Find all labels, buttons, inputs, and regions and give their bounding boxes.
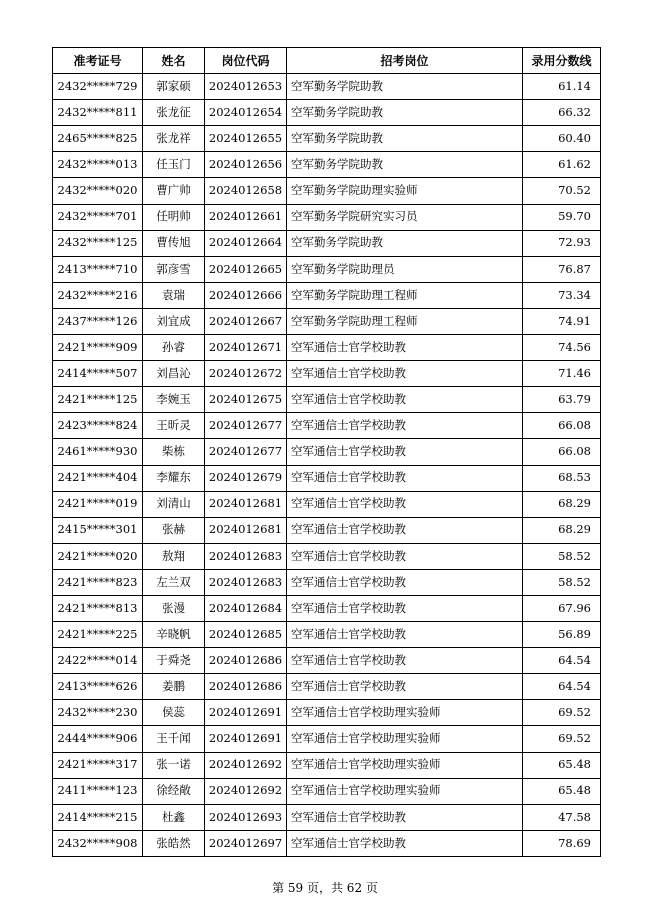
header-position: 招考岗位 bbox=[287, 48, 523, 74]
cell-exam-id: 2432*****230 bbox=[53, 700, 143, 726]
table-row bbox=[53, 100, 601, 126]
cell-score-line: 56.89 bbox=[523, 622, 601, 648]
cell-score-line: 73.34 bbox=[523, 282, 601, 308]
cell-position-code: 2024012671 bbox=[205, 335, 287, 361]
cell-score-line: 72.93 bbox=[523, 230, 601, 256]
cell-name: 李耀东 bbox=[143, 465, 205, 491]
table-row bbox=[53, 778, 601, 804]
cell-name: 张龙祥 bbox=[143, 126, 205, 152]
table-row bbox=[53, 74, 601, 100]
cell-position: 空军通信士官学校助教 bbox=[287, 648, 523, 674]
cell-score-line: 60.40 bbox=[523, 126, 601, 152]
cell-position: 空军勤务学院助理工程师 bbox=[287, 308, 523, 334]
cell-score-line: 68.53 bbox=[523, 465, 601, 491]
cell-name: 刘昌沁 bbox=[143, 361, 205, 387]
cell-exam-id: 2413*****626 bbox=[53, 674, 143, 700]
cell-score-line: 59.70 bbox=[523, 204, 601, 230]
page-footer: 第 59 页，共 62 页 bbox=[272, 881, 378, 895]
cell-name: 李婉玉 bbox=[143, 387, 205, 413]
cell-score-line: 58.52 bbox=[523, 569, 601, 595]
cell-score-line: 47.58 bbox=[523, 804, 601, 830]
cell-position-code: 2024012684 bbox=[205, 595, 287, 621]
cell-position-code: 2024012675 bbox=[205, 387, 287, 413]
table-row bbox=[53, 674, 601, 700]
cell-position-code: 2024012667 bbox=[205, 308, 287, 334]
table-row bbox=[53, 726, 601, 752]
cell-position-code: 2024012681 bbox=[205, 491, 287, 517]
table-row bbox=[53, 595, 601, 621]
cell-position-code: 2024012683 bbox=[205, 569, 287, 595]
cell-position: 空军通信士官学校助教 bbox=[287, 804, 523, 830]
table-row bbox=[53, 830, 601, 856]
cell-exam-id: 2444*****906 bbox=[53, 726, 143, 752]
cell-position: 空军通信士官学校助教 bbox=[287, 595, 523, 621]
cell-position-code: 2024012655 bbox=[205, 126, 287, 152]
cell-exam-id: 2421*****225 bbox=[53, 622, 143, 648]
cell-exam-id: 2432*****701 bbox=[53, 204, 143, 230]
cell-name: 姜鹏 bbox=[143, 674, 205, 700]
header-exam-id: 准考证号 bbox=[53, 48, 143, 74]
cell-position-code: 2024012672 bbox=[205, 361, 287, 387]
cell-position-code: 2024012686 bbox=[205, 674, 287, 700]
cell-name: 张皓然 bbox=[143, 830, 205, 856]
cell-score-line: 78.69 bbox=[523, 830, 601, 856]
cell-exam-id: 2432*****125 bbox=[53, 230, 143, 256]
cell-exam-id: 2421*****019 bbox=[53, 491, 143, 517]
cell-score-line: 58.52 bbox=[523, 543, 601, 569]
table-row bbox=[53, 256, 601, 282]
cell-name: 郭家硕 bbox=[143, 74, 205, 100]
cell-position: 空军通信士官学校助教 bbox=[287, 439, 523, 465]
cell-position: 空军勤务学院助理员 bbox=[287, 256, 523, 282]
cell-exam-id: 2432*****729 bbox=[53, 74, 143, 100]
cell-name: 左兰双 bbox=[143, 569, 205, 595]
table-row bbox=[53, 648, 601, 674]
cell-exam-id: 2414*****215 bbox=[53, 804, 143, 830]
table-row bbox=[53, 126, 601, 152]
cell-position-code: 2024012692 bbox=[205, 778, 287, 804]
cell-position-code: 2024012691 bbox=[205, 700, 287, 726]
cell-exam-id: 2421*****909 bbox=[53, 335, 143, 361]
cell-position-code: 2024012691 bbox=[205, 726, 287, 752]
table-row bbox=[53, 308, 601, 334]
cell-exam-id: 2432*****811 bbox=[53, 100, 143, 126]
table-row bbox=[53, 752, 601, 778]
cell-name: 王千闻 bbox=[143, 726, 205, 752]
table-row bbox=[53, 804, 601, 830]
cell-position: 空军通信士官学校助教 bbox=[287, 491, 523, 517]
cell-score-line: 61.62 bbox=[523, 152, 601, 178]
header-position-code: 岗位代码 bbox=[205, 48, 287, 74]
cell-position-code: 2024012692 bbox=[205, 752, 287, 778]
cell-name: 敖翔 bbox=[143, 543, 205, 569]
table-row bbox=[53, 439, 601, 465]
cell-name: 袁瑞 bbox=[143, 282, 205, 308]
cell-position: 空军勤务学院助教 bbox=[287, 152, 523, 178]
table-body bbox=[53, 74, 601, 857]
cell-position: 空军通信士官学校助教 bbox=[287, 413, 523, 439]
cell-score-line: 69.52 bbox=[523, 726, 601, 752]
cell-score-line: 76.87 bbox=[523, 256, 601, 282]
cell-name: 辛晓帆 bbox=[143, 622, 205, 648]
cell-score-line: 65.48 bbox=[523, 778, 601, 804]
cell-name: 刘宜成 bbox=[143, 308, 205, 334]
cell-position-code: 2024012677 bbox=[205, 439, 287, 465]
cell-name: 曹广帅 bbox=[143, 178, 205, 204]
cell-score-line: 66.08 bbox=[523, 413, 601, 439]
cell-name: 侯蕊 bbox=[143, 700, 205, 726]
cell-score-line: 74.56 bbox=[523, 335, 601, 361]
cell-name: 刘清山 bbox=[143, 491, 205, 517]
cell-name: 张一诺 bbox=[143, 752, 205, 778]
cell-name: 孙睿 bbox=[143, 335, 205, 361]
cell-position: 空军通信士官学校助教 bbox=[287, 569, 523, 595]
cell-score-line: 64.54 bbox=[523, 648, 601, 674]
cell-position-code: 2024012653 bbox=[205, 74, 287, 100]
cell-position-code: 2024012679 bbox=[205, 465, 287, 491]
table-row bbox=[53, 204, 601, 230]
table-row bbox=[53, 152, 601, 178]
cell-exam-id: 2421*****404 bbox=[53, 465, 143, 491]
cell-name: 张漫 bbox=[143, 595, 205, 621]
table-row bbox=[53, 413, 601, 439]
cell-position-code: 2024012658 bbox=[205, 178, 287, 204]
cell-exam-id: 2421*****317 bbox=[53, 752, 143, 778]
cell-name: 徐经敞 bbox=[143, 778, 205, 804]
cell-score-line: 71.46 bbox=[523, 361, 601, 387]
cell-position: 空军勤务学院助理实验师 bbox=[287, 178, 523, 204]
table-row bbox=[53, 700, 601, 726]
cell-position: 空军通信士官学校助理实验师 bbox=[287, 752, 523, 778]
cell-name: 张龙征 bbox=[143, 100, 205, 126]
cell-score-line: 66.08 bbox=[523, 439, 601, 465]
cell-exam-id: 2415*****301 bbox=[53, 517, 143, 543]
cell-position: 空军通信士官学校助教 bbox=[287, 335, 523, 361]
cell-exam-id: 2432*****013 bbox=[53, 152, 143, 178]
cell-name: 任明帅 bbox=[143, 204, 205, 230]
cell-position-code: 2024012654 bbox=[205, 100, 287, 126]
cell-position-code: 2024012693 bbox=[205, 804, 287, 830]
cell-position: 空军勤务学院助理工程师 bbox=[287, 282, 523, 308]
cell-position-code: 2024012681 bbox=[205, 517, 287, 543]
table-row bbox=[53, 282, 601, 308]
cell-position-code: 2024012685 bbox=[205, 622, 287, 648]
cell-position: 空军勤务学院助教 bbox=[287, 74, 523, 100]
cell-position: 空军通信士官学校助教 bbox=[287, 387, 523, 413]
cell-position: 空军通信士官学校助教 bbox=[287, 622, 523, 648]
cell-exam-id: 2422*****014 bbox=[53, 648, 143, 674]
cell-position: 空军勤务学院助教 bbox=[287, 230, 523, 256]
table-row bbox=[53, 543, 601, 569]
cell-position-code: 2024012683 bbox=[205, 543, 287, 569]
cell-score-line: 74.91 bbox=[523, 308, 601, 334]
cell-exam-id: 2421*****125 bbox=[53, 387, 143, 413]
cell-position: 空军通信士官学校助教 bbox=[287, 830, 523, 856]
cell-exam-id: 2421*****813 bbox=[53, 595, 143, 621]
cell-position: 空军通信士官学校助教 bbox=[287, 361, 523, 387]
admission-score-table bbox=[52, 47, 601, 857]
cell-position: 空军勤务学院研究实习员 bbox=[287, 204, 523, 230]
header-name: 姓名 bbox=[143, 48, 205, 74]
cell-score-line: 68.29 bbox=[523, 517, 601, 543]
table-row bbox=[53, 465, 601, 491]
cell-position: 空军勤务学院助教 bbox=[287, 126, 523, 152]
cell-score-line: 65.48 bbox=[523, 752, 601, 778]
cell-position-code: 2024012661 bbox=[205, 204, 287, 230]
table-row bbox=[53, 335, 601, 361]
cell-position: 空军通信士官学校助理实验师 bbox=[287, 726, 523, 752]
cell-score-line: 61.14 bbox=[523, 74, 601, 100]
table-row bbox=[53, 622, 601, 648]
cell-position: 空军勤务学院助教 bbox=[287, 100, 523, 126]
cell-exam-id: 2432*****908 bbox=[53, 830, 143, 856]
cell-position: 空军通信士官学校助教 bbox=[287, 543, 523, 569]
cell-position-code: 2024012664 bbox=[205, 230, 287, 256]
cell-exam-id: 2432*****216 bbox=[53, 282, 143, 308]
cell-position-code: 2024012656 bbox=[205, 152, 287, 178]
cell-score-line: 69.52 bbox=[523, 700, 601, 726]
cell-name: 柴栋 bbox=[143, 439, 205, 465]
cell-name: 任玉门 bbox=[143, 152, 205, 178]
header-score-line: 录用分数线 bbox=[523, 48, 601, 74]
cell-name: 郭彦雪 bbox=[143, 256, 205, 282]
cell-position-code: 2024012666 bbox=[205, 282, 287, 308]
cell-exam-id: 2421*****020 bbox=[53, 543, 143, 569]
cell-name: 杜鑫 bbox=[143, 804, 205, 830]
cell-position: 空军通信士官学校助教 bbox=[287, 674, 523, 700]
cell-score-line: 70.52 bbox=[523, 178, 601, 204]
cell-name: 于舜尧 bbox=[143, 648, 205, 674]
cell-position-code: 2024012697 bbox=[205, 830, 287, 856]
cell-score-line: 68.29 bbox=[523, 491, 601, 517]
table-row bbox=[53, 517, 601, 543]
cell-exam-id: 2461*****930 bbox=[53, 439, 143, 465]
table-row bbox=[53, 230, 601, 256]
cell-position-code: 2024012665 bbox=[205, 256, 287, 282]
cell-name: 张赫 bbox=[143, 517, 205, 543]
cell-position: 空军通信士官学校助教 bbox=[287, 517, 523, 543]
cell-exam-id: 2465*****825 bbox=[53, 126, 143, 152]
cell-score-line: 67.96 bbox=[523, 595, 601, 621]
cell-exam-id: 2421*****823 bbox=[53, 569, 143, 595]
cell-score-line: 66.32 bbox=[523, 100, 601, 126]
cell-position: 空军通信士官学校助理实验师 bbox=[287, 700, 523, 726]
cell-position-code: 2024012677 bbox=[205, 413, 287, 439]
cell-exam-id: 2423*****824 bbox=[53, 413, 143, 439]
cell-position: 空军通信士官学校助理实验师 bbox=[287, 778, 523, 804]
table-header-row bbox=[53, 48, 601, 74]
table-row bbox=[53, 387, 601, 413]
cell-score-line: 63.79 bbox=[523, 387, 601, 413]
cell-name: 曹传旭 bbox=[143, 230, 205, 256]
cell-exam-id: 2411*****123 bbox=[53, 778, 143, 804]
cell-position-code: 2024012686 bbox=[205, 648, 287, 674]
cell-position: 空军通信士官学校助教 bbox=[287, 465, 523, 491]
table-row bbox=[53, 178, 601, 204]
cell-exam-id: 2432*****020 bbox=[53, 178, 143, 204]
table-row bbox=[53, 361, 601, 387]
cell-exam-id: 2437*****126 bbox=[53, 308, 143, 334]
cell-score-line: 64.54 bbox=[523, 674, 601, 700]
cell-name: 王昕灵 bbox=[143, 413, 205, 439]
cell-exam-id: 2414*****507 bbox=[53, 361, 143, 387]
table-row bbox=[53, 491, 601, 517]
table-row bbox=[53, 569, 601, 595]
cell-exam-id: 2413*****710 bbox=[53, 256, 143, 282]
